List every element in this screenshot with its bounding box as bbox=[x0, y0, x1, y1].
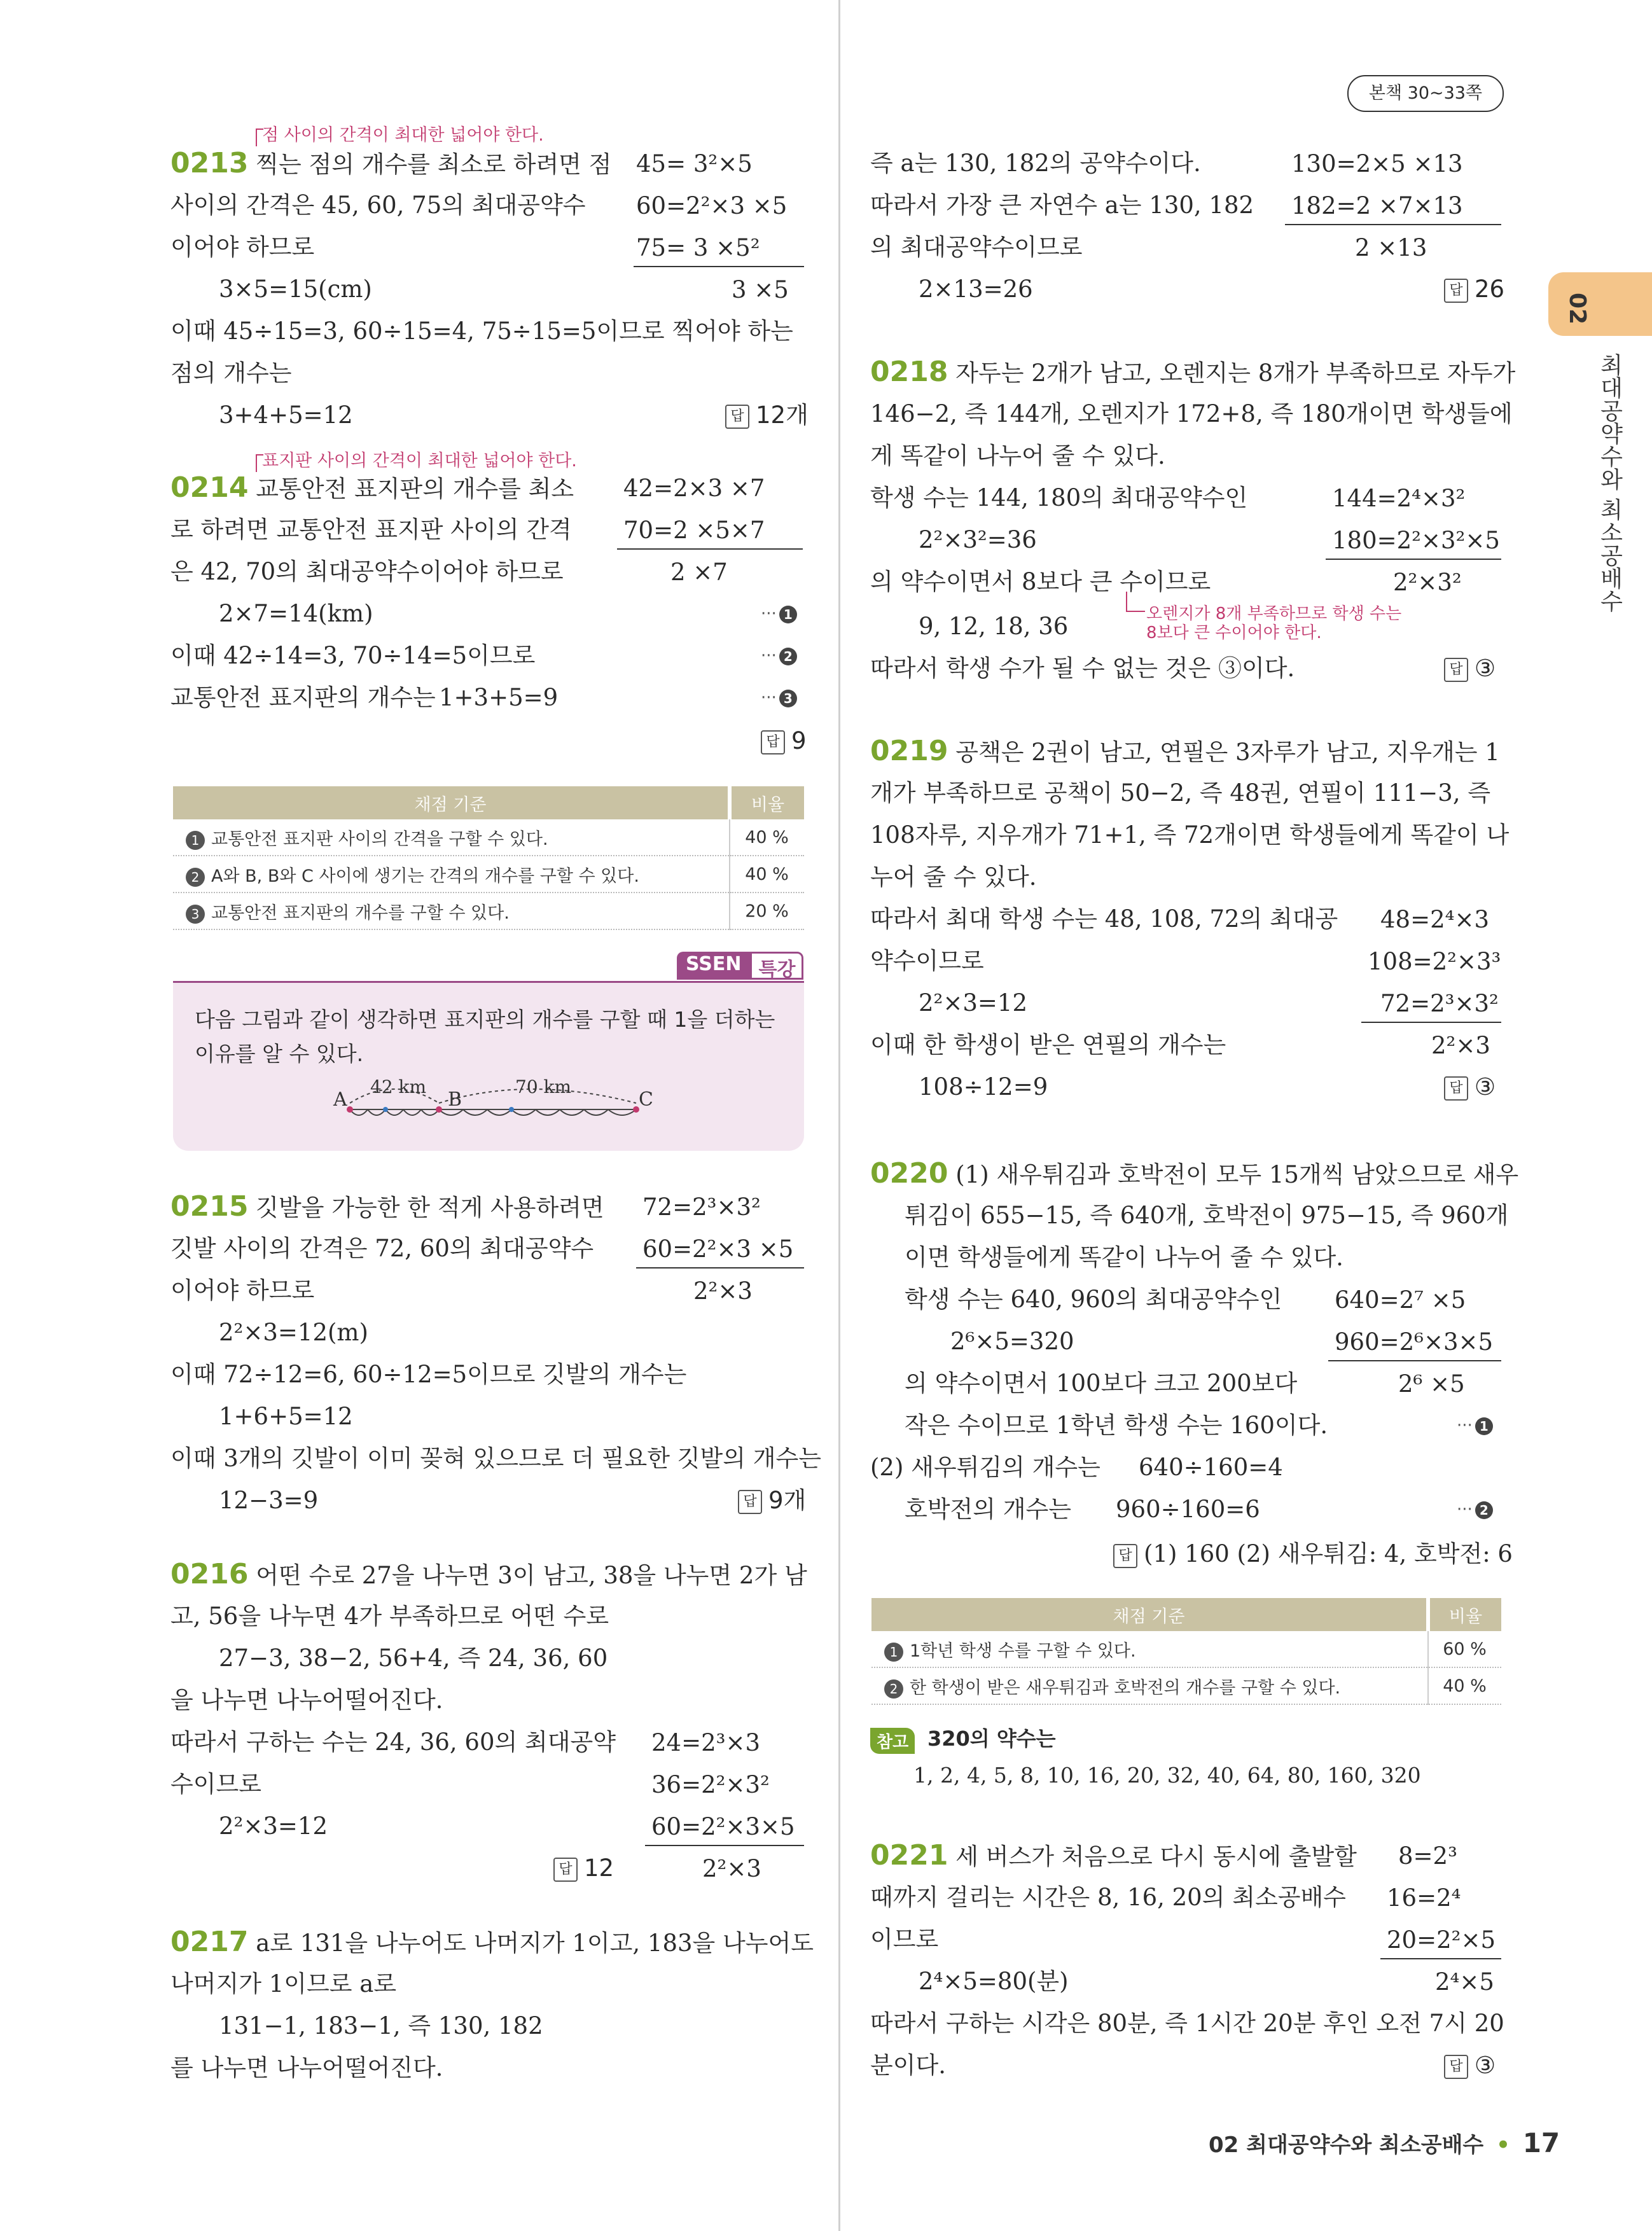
problem-0217-r4: 2×13=26 bbox=[919, 275, 1033, 303]
table-row: 3 교통안전 표지판의 개수를 구할 수 있다. 20 % bbox=[173, 893, 804, 929]
factor-0217-1: 130=2×5 ×13 bbox=[1291, 150, 1463, 177]
step-mark-2: ··· 2 bbox=[761, 646, 797, 665]
factor-rule bbox=[636, 1267, 804, 1268]
point-c-label: C bbox=[639, 1088, 653, 1111]
problem-0213-line2: 사이의 간격은 45, 60, 75의 최대공약수 bbox=[170, 191, 586, 219]
factor-0215-3: 2²×3 bbox=[693, 1277, 753, 1305]
note-tag: 참고 bbox=[870, 1728, 915, 1754]
annotation-0218: 오렌지가 8개 부족하므로 학생 수는 8보다 큰 수이어야 한다. bbox=[1146, 604, 1402, 643]
factor-0219-4: 2²×3 bbox=[1431, 1032, 1490, 1059]
factor-0215-1: 72=2³×3² bbox=[642, 1193, 761, 1221]
note-title: 320의 약수는 bbox=[927, 1727, 1056, 1751]
problem-0215-line7: 이때 3개의 깃발이 이미 꽂혀 있으므로 더 필요한 깃발의 개수는 bbox=[170, 1445, 821, 1472]
problem-0219-line1: 0219 공책은 2권이 남고, 연필은 3자루가 남고, 지우개는 1 bbox=[870, 735, 1500, 767]
problem-0216-line2: 고, 56을 나누면 4가 부족하므로 어떤 수로 bbox=[170, 1602, 609, 1630]
problem-0215-line2: 깃발 사이의 간격은 72, 60의 최대공약수 bbox=[170, 1235, 594, 1262]
problem-0213-line6: 점의 개수는 bbox=[170, 359, 292, 387]
problem-0218-line8: 따라서 학생 수가 될 수 없는 것은 ③이다. bbox=[870, 655, 1295, 682]
ssen-line2: 이유를 알 수 있다. bbox=[195, 1041, 364, 1066]
distance-ab: 42 km bbox=[370, 1076, 427, 1097]
problem-0214-line6b: 1+3+5=9 bbox=[439, 684, 559, 711]
problem-0219-line9: 108÷12=9 bbox=[919, 1073, 1048, 1101]
factor-rule bbox=[1361, 1022, 1501, 1023]
problem-0215-line5: 이때 72÷12=6, 60÷12=5이므로 깃발의 개수는 bbox=[170, 1361, 687, 1388]
factor-0221-1: 8=2³ bbox=[1398, 1842, 1457, 1870]
factor-0214-1: 42=2×3 ×7 bbox=[623, 475, 765, 502]
problem-number: 0221 bbox=[870, 1839, 948, 1872]
answer-0217: 답 26 bbox=[1444, 274, 1504, 305]
page-ref-badge: 본책 30~33쪽 bbox=[1347, 75, 1504, 112]
problem-0220-line7: 작은 수이므로 1학년 학생 수는 160이다. bbox=[905, 1412, 1328, 1439]
step-mark-3: ··· 3 bbox=[761, 688, 797, 707]
problem-0214-line6: 교통안전 표지판의 개수는 bbox=[170, 684, 436, 711]
problem-number: 0214 bbox=[170, 471, 249, 504]
problem-0213-line3: 이어야 하므로 bbox=[170, 233, 315, 261]
answer-0215: 답 9개 bbox=[738, 1485, 806, 1517]
step-mark-1: ··· 1 bbox=[761, 604, 797, 623]
problem-0220-line9b: 960÷160=6 bbox=[1116, 1496, 1260, 1523]
problem-0220-line6: 의 약수이면서 100보다 크고 200보다 bbox=[905, 1370, 1298, 1397]
problem-0218-line2: 146−2, 즉 144개, 오렌지가 172+8, 즉 180개이면 학생들에 bbox=[870, 400, 1513, 427]
problem-0213-line1: 0213 찍는 점의 개수를 최소로 하려면 점 bbox=[170, 147, 612, 179]
problem-0216-line1: 0216 어떤 수로 27을 나누면 3이 남고, 38을 나누면 2가 남 bbox=[170, 1558, 807, 1590]
problem-0221-line1: 0221 세 버스가 처음으로 다시 동시에 출발할 bbox=[870, 1839, 1357, 1872]
factor-0213-3: 75= 3 ×5² bbox=[636, 234, 760, 261]
problem-0214-line1: 0214 교통안전 표지판의 개수를 최소 bbox=[170, 471, 574, 504]
page-number: 17 bbox=[1522, 2127, 1560, 2158]
point-b-label: B bbox=[448, 1088, 462, 1111]
factor-0220-3: 2⁶ ×5 bbox=[1398, 1370, 1465, 1398]
problem-0217-line2: 나머지가 1이므로 a로 bbox=[170, 1970, 397, 1998]
problem-0213-line4: 3×5=15(cm) bbox=[219, 275, 372, 303]
answer-0213: 답 12개 bbox=[725, 400, 809, 431]
factor-0217-2: 182=2 ×7×13 bbox=[1291, 192, 1463, 219]
factor-0214-2: 70=2 ×5×7 bbox=[623, 517, 765, 544]
problem-0218-line1: 0218 자두는 2개가 남고, 오렌지는 8개가 부족하므로 자두가 bbox=[870, 356, 1516, 388]
problem-0215-line1: 0215 깃발을 가능한 한 적게 사용하려면 bbox=[170, 1190, 604, 1223]
problem-0220-line9: 호박전의 개수는 bbox=[905, 1496, 1071, 1523]
problem-0220-line3: 이면 학생들에게 똑같이 나누어 줄 수 있다. bbox=[905, 1244, 1343, 1271]
table-row: 2 A와 B, B와 C 사이에 생기는 간격의 개수를 구할 수 있다. 40 % bbox=[173, 856, 804, 893]
problem-0218-line6: 의 약수이면서 8보다 큰 수이므로 bbox=[870, 568, 1211, 595]
ssen-tag-special: 특강 bbox=[750, 952, 803, 980]
table-header-ratio: 비율 bbox=[730, 786, 804, 819]
factor-0213-4: 3 ×5 bbox=[732, 276, 789, 303]
problem-0220-line8: (2) 새우튀김의 개수는 bbox=[870, 1454, 1100, 1481]
side-tab-title: 최대공약수와 최소공배수 bbox=[1597, 353, 1623, 613]
factor-0214-3: 2 ×7 bbox=[670, 559, 728, 586]
factor-rule bbox=[634, 266, 804, 267]
answer-0220: 답 (1) 160 (2) 새우튀김: 4, 호박전: 6 bbox=[1113, 1538, 1513, 1570]
step-mark-2: ··· 2 bbox=[1457, 1500, 1493, 1519]
annotation-0213: 점 사이의 간격이 최대한 넓어야 한다. bbox=[262, 125, 544, 145]
grading-table-0214 bbox=[173, 786, 804, 930]
problem-0215-line4: 2²×3=12(m) bbox=[219, 1319, 368, 1346]
problem-0219-line4: 누어 줄 수 있다. bbox=[870, 863, 1037, 891]
problem-0216-line3: 27−3, 38−2, 56+4, 즉 24, 36, 60 bbox=[219, 1644, 608, 1672]
problem-0214-line2: 로 하려면 교통안전 표지판 사이의 간격 bbox=[170, 516, 572, 543]
problem-0221-line5: 따라서 구하는 시각은 80분, 즉 1시간 20분 후인 오전 7시 20 bbox=[870, 2010, 1504, 2037]
problem-0218-line7: 9, 12, 18, 36 bbox=[919, 613, 1069, 640]
table-row: 1 1학년 학생 수를 구할 수 있다. 60 % bbox=[871, 1631, 1501, 1667]
factor-0216-4: 2²×3 bbox=[702, 1855, 761, 1882]
ssen-line1: 다음 그림과 같이 생각하면 표지판의 개수를 구할 때 1을 더하는 bbox=[195, 1007, 775, 1032]
factor-rule bbox=[617, 548, 803, 550]
answer-0216: 답 12 bbox=[553, 1852, 614, 1884]
problem-number: 0217 bbox=[170, 1926, 249, 1958]
table-row: 1 교통안전 표지판 사이의 간격을 구할 수 있다. 40 % bbox=[173, 819, 804, 856]
problem-0217-line3: 131−1, 183−1, 즉 130, 182 bbox=[219, 2012, 543, 2040]
problem-0219-line6: 약수이므로 bbox=[870, 947, 984, 975]
note-list: 1, 2, 4, 5, 8, 10, 16, 20, 32, 40, 64, 80, 160, 320 bbox=[913, 1763, 1421, 1788]
problem-0219-line8: 이때 한 학생이 받은 연필의 개수는 bbox=[870, 1031, 1226, 1059]
problem-0221-line6: 분이다. bbox=[870, 2052, 946, 2079]
footer-chapter: 02 최대공약수와 최소공배수 bbox=[1209, 2132, 1484, 2158]
point-a-label: A bbox=[333, 1088, 347, 1111]
problem-0220-line4: 학생 수는 640, 960의 최대공약수인 bbox=[905, 1286, 1282, 1313]
problem-0215-line6: 1+6+5=12 bbox=[219, 1403, 353, 1430]
problem-0221-line4: 2⁴×5=80(분) bbox=[919, 1968, 1069, 1995]
problem-0221-line2: 때까지 걸리는 시간은 8, 16, 20의 최소공배수 bbox=[870, 1884, 1346, 1911]
factor-0221-4: 2⁴×5 bbox=[1435, 1968, 1494, 1996]
problem-0220-line2: 튀김이 655−15, 즉 640개, 호박전이 975−15, 즉 960개 bbox=[905, 1202, 1509, 1229]
problem-0218-line4: 학생 수는 144, 180의 최대공약수인 bbox=[870, 484, 1248, 511]
problem-0214-line3: 은 42, 70의 최대공약수이어야 하므로 bbox=[170, 558, 564, 585]
table-header-ratio: 비율 bbox=[1428, 1598, 1501, 1631]
table-row: 2 한 학생이 받은 새우튀김과 호박전의 개수를 구할 수 있다. 40 % bbox=[871, 1667, 1501, 1704]
problem-0220-line1: 0220 (1) 새우튀김과 호박전이 모두 15개씩 남았으므로 새우 bbox=[870, 1157, 1519, 1190]
step-mark-1: ··· 1 bbox=[1457, 1416, 1493, 1435]
problem-0213-line5: 이때 45÷15=3, 60÷15=4, 75÷15=5이므로 찍어야 하는 bbox=[170, 317, 793, 345]
problem-0215-line8: 12−3=9 bbox=[219, 1487, 319, 1514]
annotation-bracket bbox=[256, 454, 263, 472]
factor-0213-1: 45= 3²×5 bbox=[636, 150, 753, 177]
table-header-criteria: 채점 기준 bbox=[173, 786, 730, 819]
problem-0218-line5: 2²×3²=36 bbox=[919, 526, 1037, 553]
problem-0221-line3: 이므로 bbox=[870, 1926, 939, 1953]
column-divider bbox=[838, 0, 840, 2231]
annotation-bracket bbox=[1126, 592, 1145, 612]
factor-0221-3: 20=2²×5 bbox=[1387, 1926, 1496, 1954]
problem-0220-line5: 2⁶×5=320 bbox=[950, 1328, 1074, 1355]
factor-0218-2: 180=2²×3²×5 bbox=[1332, 527, 1500, 554]
answer-0218: 답 ③ bbox=[1444, 653, 1496, 685]
problem-0220-line8b: 640÷160=4 bbox=[1139, 1454, 1283, 1481]
answer-0214: 답 9 bbox=[761, 725, 807, 757]
annotation-0214: 표지판 사이의 간격이 최대한 넓어야 한다. bbox=[262, 451, 577, 471]
factor-0216-3: 60=2²×3×5 bbox=[651, 1813, 795, 1840]
factor-0221-2: 16=2⁴ bbox=[1387, 1884, 1461, 1912]
problem-0219-line3: 108자루, 지우개가 71+1, 즉 72개이면 학생들에게 똑같이 나 bbox=[870, 821, 1510, 849]
factor-0218-3: 2²×3² bbox=[1393, 569, 1462, 596]
footer bbox=[1209, 2127, 1560, 2158]
problem-0218-line3: 게 똑같이 나누어 줄 수 있다. bbox=[870, 442, 1165, 469]
factor-0218-1: 144=2⁴×3² bbox=[1332, 485, 1466, 512]
problem-0216-line5: 따라서 구하는 수는 24, 36, 60의 최대공약 bbox=[170, 1728, 616, 1756]
problem-number: 0213 bbox=[170, 147, 249, 179]
problem-0217-line4: 를 나누면 나누어떨어진다. bbox=[170, 2054, 443, 2082]
footer-bullet: • bbox=[1496, 2132, 1510, 2158]
factor-0216-2: 36=2²×3² bbox=[651, 1771, 770, 1798]
factor-0219-1: 48=2⁴×3 bbox=[1380, 906, 1489, 933]
problem-0214-line4: 2×7=14(km) bbox=[219, 600, 373, 627]
ssen-tag-label: SSEN bbox=[677, 952, 750, 980]
factor-0213-2: 60=2²×3 ×5 bbox=[636, 192, 788, 219]
factor-0220-1: 640=2⁷ ×5 bbox=[1335, 1286, 1466, 1314]
problem-0213-line7: 3+4+5=12 bbox=[219, 401, 353, 429]
side-tab-number: 02 bbox=[1564, 293, 1590, 325]
problem-0215-line3: 이어야 하므로 bbox=[170, 1277, 315, 1304]
problem-number: 0215 bbox=[170, 1190, 249, 1223]
problem-0219-line7: 2²×3=12 bbox=[919, 989, 1027, 1017]
factor-0219-3: 72=2³×3² bbox=[1380, 990, 1499, 1017]
problem-number: 0218 bbox=[870, 356, 948, 388]
factor-0215-2: 60=2²×3 ×5 bbox=[642, 1235, 794, 1263]
factor-0216-1: 24=2³×3 bbox=[651, 1729, 760, 1756]
problem-0216-line7: 2²×3=12 bbox=[219, 1812, 328, 1840]
problem-0219-line2: 개가 부족하므로 공책이 50−2, 즉 48권, 연필이 111−3, 즉 bbox=[870, 779, 1491, 807]
factor-0219-2: 108=2²×3³ bbox=[1368, 948, 1501, 975]
grading-table-0220 bbox=[871, 1598, 1501, 1705]
factor-rule bbox=[1380, 1958, 1501, 1959]
problem-0217-r3: 의 최대공약수이므로 bbox=[870, 233, 1083, 261]
problem-0214-line5: 이때 42÷14=3, 70÷14=5이므로 bbox=[170, 642, 536, 669]
sign-diagram bbox=[324, 1075, 655, 1126]
annotation-bracket bbox=[256, 129, 263, 146]
table-header-criteria: 채점 기준 bbox=[871, 1598, 1428, 1631]
problem-0216-line4: 을 나누면 나누어떨어진다. bbox=[170, 1686, 443, 1714]
problem-number: 0219 bbox=[870, 735, 948, 767]
problem-0217-r1: 즉 a는 130, 182의 공약수이다. bbox=[870, 149, 1201, 177]
factor-rule bbox=[1328, 1360, 1501, 1361]
distance-bc: 70 km bbox=[515, 1076, 572, 1097]
factor-rule bbox=[645, 1845, 804, 1846]
ssen-tag bbox=[677, 952, 803, 980]
factor-0220-2: 960=2⁶×3×5 bbox=[1335, 1328, 1494, 1356]
factor-rule bbox=[1326, 559, 1501, 560]
problem-0216-line6: 수이므로 bbox=[170, 1770, 261, 1798]
problem-0219-line5: 따라서 최대 학생 수는 48, 108, 72의 최대공 bbox=[870, 905, 1338, 933]
answer-0221: 답 ③ bbox=[1444, 2050, 1496, 2082]
answer-0219: 답 ③ bbox=[1444, 1071, 1496, 1103]
problem-0217-line1: 0217 a로 131을 나누어도 나머지가 1이고, 183을 나누어도 bbox=[170, 1926, 814, 1958]
problem-0217-r2: 따라서 가장 큰 자연수 a는 130, 182 bbox=[870, 191, 1254, 219]
problem-number: 0220 bbox=[870, 1157, 948, 1190]
problem-number: 0216 bbox=[170, 1558, 249, 1590]
factor-0217-3: 2 ×13 bbox=[1355, 234, 1427, 261]
factor-rule bbox=[1285, 224, 1501, 225]
